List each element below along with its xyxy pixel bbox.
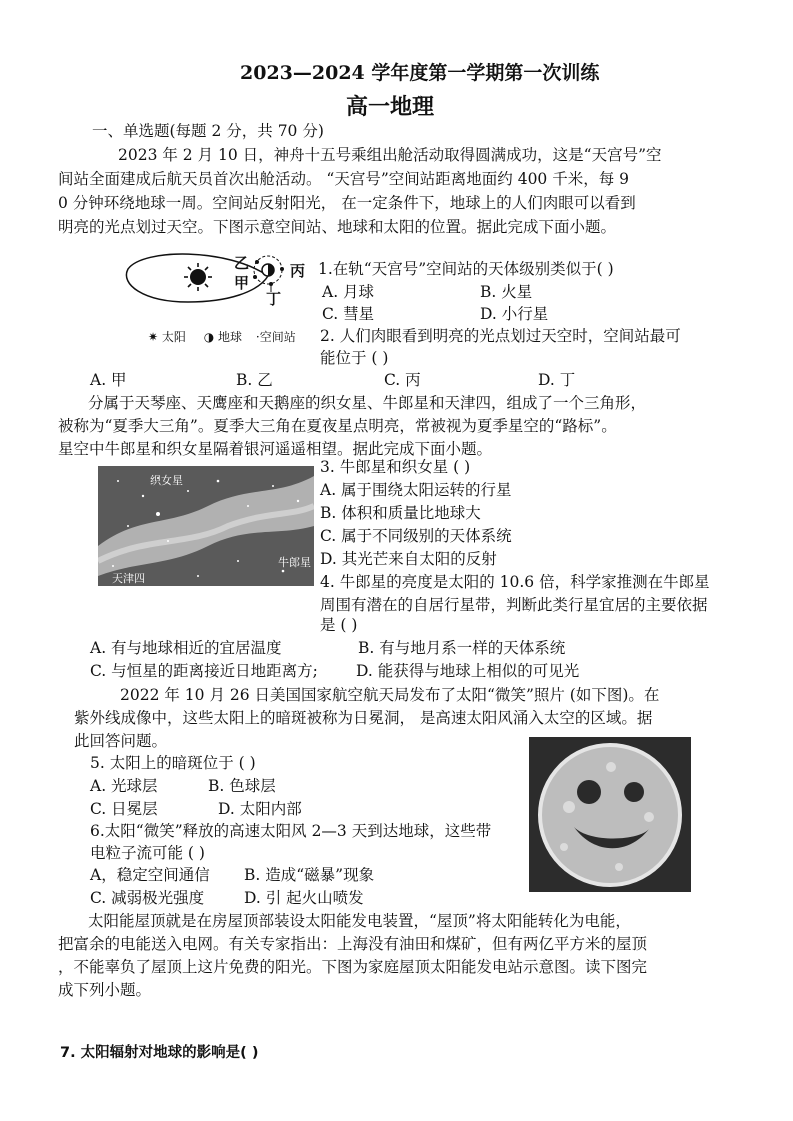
q5-option-d: D. 太阳内部 <box>218 800 302 818</box>
q2-stem: 2. 人们肉眼看到明亮的光点划过天空时，空间站最可 <box>320 327 681 345</box>
q1-option-b: B. 火星 <box>480 283 533 301</box>
passage4-line: ，不能辜负了屋顶上这片免费的阳光。下图为家庭屋顶太阳能发电站示意图。读下图完 <box>58 958 648 976</box>
q5-option-b: B. 色球层 <box>208 777 276 795</box>
q4-option-a: A. 有与地球相近的宜居温度 <box>90 639 282 657</box>
q6-option-d: D. 引 起火山喷发 <box>244 889 364 907</box>
q5-option-c: C. 日冕层 <box>90 800 158 818</box>
q5-option-a: A. 光球层 <box>90 777 158 795</box>
passage1-line: 2023 年 2 月 10 日，神舟十五号乘组出舱活动取得圆满成功，这是“天宫号”空 <box>118 146 662 164</box>
q1-option-a: A. 月球 <box>322 283 375 301</box>
station-dot-yi <box>255 260 259 264</box>
q3-option-d: D. 其光芒来自太阳的反射 <box>320 550 497 568</box>
station-dot-bing <box>280 267 284 271</box>
sun-smile-photo-svg <box>529 737 691 892</box>
section-heading: 一、单选题(每题 2 分，共 70 分) <box>92 122 324 140</box>
passage2-line: 被称为“夏季大三角”。夏季大三角在夏夜星点明亮，常被视为夏季星空的“路标”。 <box>58 417 617 435</box>
q4-option-b: B. 有与地月系一样的天体系统 <box>358 639 566 657</box>
q6-option-a: A，稳定空间通信 <box>90 866 210 884</box>
q4-stem: 4. 牛郎星的亮度是太阳的 10.6 倍，科学家推测在牛郎星 <box>320 573 710 591</box>
q4-stem-end: 是 ( ) <box>320 616 358 634</box>
q7-stem: 7. 太阳辐射对地球的影响是( ) <box>60 1045 259 1061</box>
passage3-line: 紫外线成像中，这些太阳上的暗斑被称为日冕洞， 是高速太阳风涌入太空的区域。据 <box>74 709 653 727</box>
photo-label-vega: 织女星 <box>150 474 183 487</box>
passage3-line: 此回答问题。 <box>74 732 168 750</box>
q3-option-c: C. 属于不同级别的天体系统 <box>320 527 512 545</box>
q3-option-b: B. 体积和质量比地球大 <box>320 504 481 522</box>
q2-option-b: B. 乙 <box>236 371 273 389</box>
sun-smile-photo <box>529 737 691 892</box>
passage4-line: 把富余的电能送入电网。有关专家指出：上海没有油田和煤矿，但有两亿平方米的屋顶 <box>58 935 648 953</box>
q4-option-d: D. 能获得与地球上相似的可见光 <box>356 662 580 680</box>
q6-option-c: C. 减弱极光强度 <box>90 889 205 907</box>
q2-option-d: D. 丁 <box>538 371 576 389</box>
q6-stem: 6.太阳“微笑”释放的高速太阳风 2—3 天到达地球，这些带 <box>90 822 492 840</box>
legend-earth-icon: ◑ <box>203 330 215 344</box>
passage4-line: 成下列小题。 <box>58 981 152 999</box>
photo-label-altair: 牛郎星 <box>278 556 311 569</box>
q4-option-c: C. 与恒星的距离接近日地距离方; <box>90 662 318 680</box>
q6-option-b: B. 造成“磁暴”现象 <box>244 866 375 884</box>
passage1-line: 明亮的光点划过天空。下图示意空间站、地球和太阳的位置。据此完成下面小题。 <box>58 218 617 236</box>
label-jia: 甲 <box>234 274 250 292</box>
q6-stem-cont: 电粒子流可能 ( ) <box>90 844 205 862</box>
label-ding: 丁 <box>266 290 282 308</box>
passage3-line: 2022 年 10 月 26 日美国国家航空航天局发布了太阳“微笑”照片 (如下图)。在 <box>120 686 660 704</box>
q5-stem: 5. 太阳上的暗斑位于 ( ) <box>90 754 256 772</box>
legend-station: ·空间站 <box>255 330 296 344</box>
page-title: 2023—2024 学年度第一学期第一次训练 <box>240 62 600 84</box>
passage2-line: 分属于天琴座、天鹰座和天鹅座的织女星、牛郎星和天津四，组成了一个三角形， <box>88 394 647 412</box>
q1-option-d: D. 小行星 <box>480 305 549 323</box>
q3-option-a: A. 属于围绕太阳运转的行星 <box>320 481 512 499</box>
star-photo <box>98 466 314 586</box>
q1-option-c: C. 彗星 <box>322 305 375 323</box>
passage2-line: 星空中牛郎星和织女星隔着银河遥遥相望。据此完成下面小题。 <box>58 440 493 458</box>
q2-option-a: A. 甲 <box>90 371 127 389</box>
photo-label-deneb: 天津四 <box>112 572 145 585</box>
passage4-line: 太阳能屋顶就是在房屋顶部装设太阳能发电装置，“屋顶”将太阳能转化为电能， <box>88 912 631 930</box>
q2-option-c: C. 丙 <box>384 371 421 389</box>
legend-earth: 地球 <box>218 330 243 344</box>
station-dot-jia <box>253 275 257 279</box>
page-subtitle: 高一地理 <box>346 94 435 120</box>
earth-icon <box>262 264 274 276</box>
figure1-legend <box>148 328 296 345</box>
legend-sun: 太阳 <box>161 330 186 344</box>
q2-stem-cont: 能位于 ( ) <box>320 349 389 367</box>
passage1-line: 0 分钟环绕地球一周。空间站反射阳光， 在一定条件下，地球上的人们肉眼可以看到 <box>58 194 636 212</box>
legend-sun-icon: ✷ <box>148 330 159 344</box>
q1-stem: 1.在轨“天宫号”空间站的天体级别类似于( ) <box>318 260 614 278</box>
q3-stem: 3. 牛郎星和织女星 ( ) <box>320 458 471 476</box>
passage1-line: 间站全面建成后航天员首次出舱活动。 “天宫号”空间站距离地面约 400 千米，每 9 <box>58 170 630 188</box>
label-yi: 乙 <box>234 254 250 272</box>
label-bing: 丙 <box>290 262 306 280</box>
sun-icon <box>184 263 212 291</box>
q4-stem-cont: 周围有潜在的自居行星带，判断此类行星宜居的主要依据 <box>320 596 708 614</box>
